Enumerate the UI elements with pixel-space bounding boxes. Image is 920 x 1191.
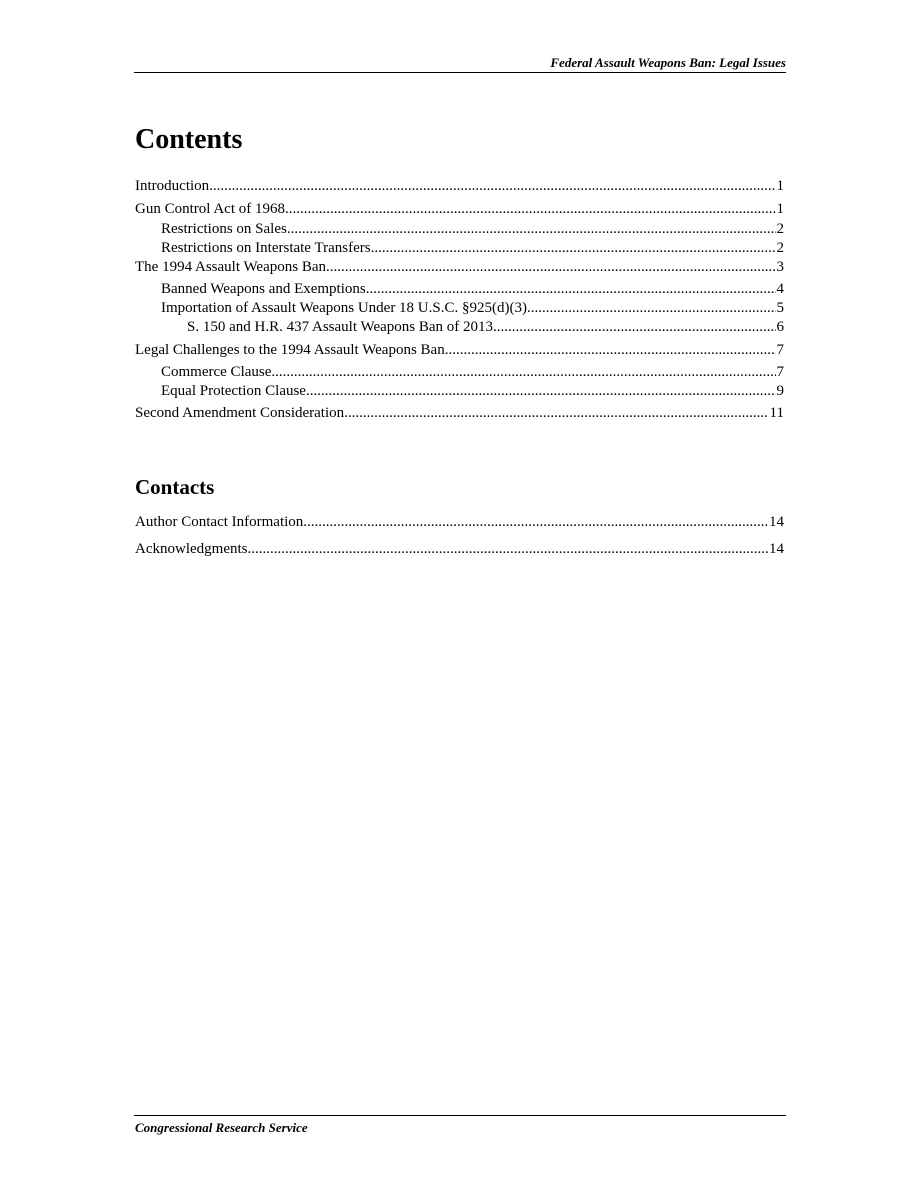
toc-entry-page: 2 xyxy=(776,240,784,256)
toc-entry-page: 11 xyxy=(769,405,784,421)
toc-entry-equal-protection[interactable] xyxy=(135,382,784,401)
dot-leader xyxy=(371,239,776,258)
toc-entry-label: The 1994 Assault Weapons Ban xyxy=(135,259,326,275)
toc-entry-label: Banned Weapons and Exemptions xyxy=(161,281,366,297)
toc-entry-legal-challenges[interactable] xyxy=(135,341,784,360)
dot-leader xyxy=(326,258,776,277)
toc-entry-label: Commerce Clause xyxy=(161,364,272,380)
contents-heading: Contents xyxy=(135,124,243,155)
contacts-list xyxy=(135,513,784,559)
toc-entry-label: S. 150 and H.R. 437 Assault Weapons Ban of 2013 xyxy=(187,319,494,335)
toc-entry-importation[interactable] xyxy=(135,299,784,318)
dot-leader xyxy=(493,318,775,337)
contacts-heading: Contacts xyxy=(135,475,215,499)
header-divider xyxy=(134,72,786,73)
dot-leader xyxy=(527,299,776,318)
toc-entry-acknowledgments[interactable] xyxy=(135,540,784,559)
toc-entry-label: Author Contact Information xyxy=(135,514,304,530)
toc-entry-page: 5 xyxy=(776,300,784,316)
toc-entry-interstate-transfers[interactable] xyxy=(135,239,784,258)
dot-leader xyxy=(271,363,775,382)
toc-entry-page: 9 xyxy=(776,383,784,399)
toc-entry-gun-control-act[interactable] xyxy=(135,200,784,219)
toc-entry-banned-weapons[interactable] xyxy=(135,280,784,299)
toc-entry-label: Legal Challenges to the 1994 Assault Weapons Ban xyxy=(135,342,445,358)
dot-leader xyxy=(209,177,775,196)
dot-leader xyxy=(445,341,776,360)
toc-entry-label: Restrictions on Sales xyxy=(161,221,287,237)
toc-entry-page: 1 xyxy=(776,178,784,194)
toc-entry-page: 14 xyxy=(769,541,784,557)
toc-entry-page: 7 xyxy=(776,364,784,380)
toc-entry-label: Second Amendment Consideration xyxy=(135,405,345,421)
toc-entry-label: Acknowledgments xyxy=(135,541,248,557)
footer-organization: Congressional Research Service xyxy=(135,1120,308,1135)
dot-leader xyxy=(306,382,776,401)
toc-entry-label: Restrictions on Interstate Transfers xyxy=(161,240,371,256)
dot-leader xyxy=(287,220,776,239)
toc-entry-label: Importation of Assault Weapons Under 18 U.S.C. §925(d)(3) xyxy=(161,300,527,316)
running-header-title: Federal Assault Weapons Ban: Legal Issues xyxy=(550,55,786,70)
toc-entry-second-amendment[interactable] xyxy=(135,404,784,423)
toc-entry-label: Equal Protection Clause xyxy=(161,383,306,399)
footer-divider xyxy=(134,1115,786,1116)
toc-entry-page: 7 xyxy=(776,342,784,358)
toc-entry-1994-ban[interactable] xyxy=(135,258,784,277)
toc-entry-restrictions-on-sales[interactable] xyxy=(135,220,784,239)
toc-entry-introduction[interactable] xyxy=(135,177,784,196)
toc-entry-author-contact[interactable] xyxy=(135,513,784,532)
toc-entry-page: 3 xyxy=(776,259,784,275)
toc-entry-label: Introduction xyxy=(135,178,210,194)
toc-entry-page: 2 xyxy=(776,221,784,237)
toc-entry-page: 4 xyxy=(776,281,784,297)
dot-leader xyxy=(285,200,776,219)
toc-entry-label: Gun Control Act of 1968 xyxy=(135,201,285,217)
dot-leader xyxy=(366,280,776,299)
toc-entry-page: 6 xyxy=(776,319,784,335)
dot-leader xyxy=(247,540,768,559)
toc-entry-page: 14 xyxy=(769,514,784,530)
contents-list xyxy=(135,177,784,423)
toc-entry-s150-hr437[interactable] xyxy=(135,318,784,337)
dot-leader xyxy=(303,513,768,532)
dot-leader xyxy=(344,404,768,423)
toc-entry-commerce-clause[interactable] xyxy=(135,363,784,382)
toc-entry-page: 1 xyxy=(776,201,784,217)
